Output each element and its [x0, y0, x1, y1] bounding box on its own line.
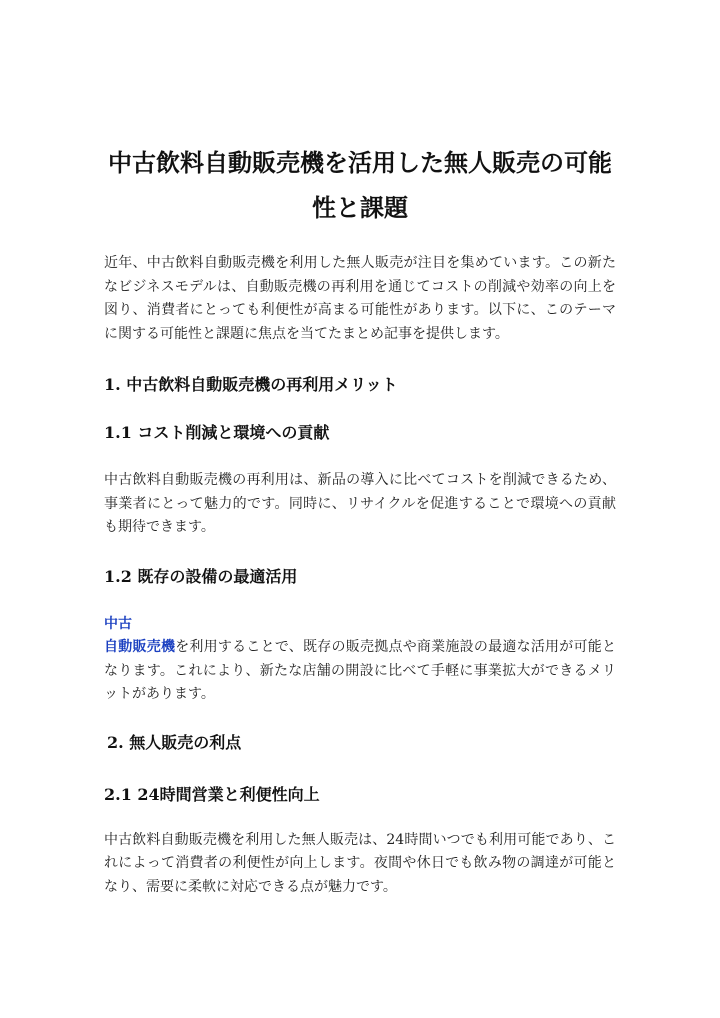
subsection-2-1-text: 中古飲料自動販売機を利用した無人販売は、24時間いつでも利用可能であり、これによって消費者の利便性が向上します。夜間や休日でも飲み物の調達が可能となり、需要に柔軟に対応できる点が魅力です。	[104, 831, 616, 895]
vending-link-line1[interactable]: 中古	[104, 615, 132, 632]
subsection-1-2-paragraph	[104, 613, 616, 707]
vending-link-line2[interactable]: 自動販売機	[104, 639, 176, 655]
subsection-1-1-heading: 1.1 コスト削減と環境への貢献	[104, 423, 330, 442]
subsection-1-2-text: を利用することで、既存の販売拠点や商業施設の最適な活用が可能となります。これにより、新たな店舗の開設に比べて手軽に事業拡大ができるメリットがあります。	[104, 639, 617, 702]
section-1-heading: 1. 中古飲料自動販売機の再利用メリット	[104, 375, 398, 394]
page-title: 中古飲料自動販売機を活用した無人販売の可能性と課題	[108, 148, 612, 222]
subsection-1-1-text: 中古飲料自動販売機の再利用は、新品の導入に比べてコストを削減できるため、事業者にとって魅力的です。同時に、リサイクルを促進することで環境への貢献も期待できます。	[104, 472, 616, 535]
intro-paragraph: 近年、中古飲料自動販売機を利用した無人販売が注目を集めています。この新たなビジネスモデルは、自動販売機の再利用を通じてコストの削減や効率の向上を図り、消費者にとっても利便性が高まる可能性があります。以下に、このテーマに関する可能性と課題に焦点を当てたまとめ記事を提供します。	[104, 255, 616, 342]
subsection-2-1-heading: 2.1 24時間営業と利便性向上	[104, 784, 320, 804]
subsection-1-2-heading: 1.2 既存の設備の最適活用	[104, 566, 298, 586]
section-2-heading: 2. 無人販売の利点	[107, 732, 242, 752]
